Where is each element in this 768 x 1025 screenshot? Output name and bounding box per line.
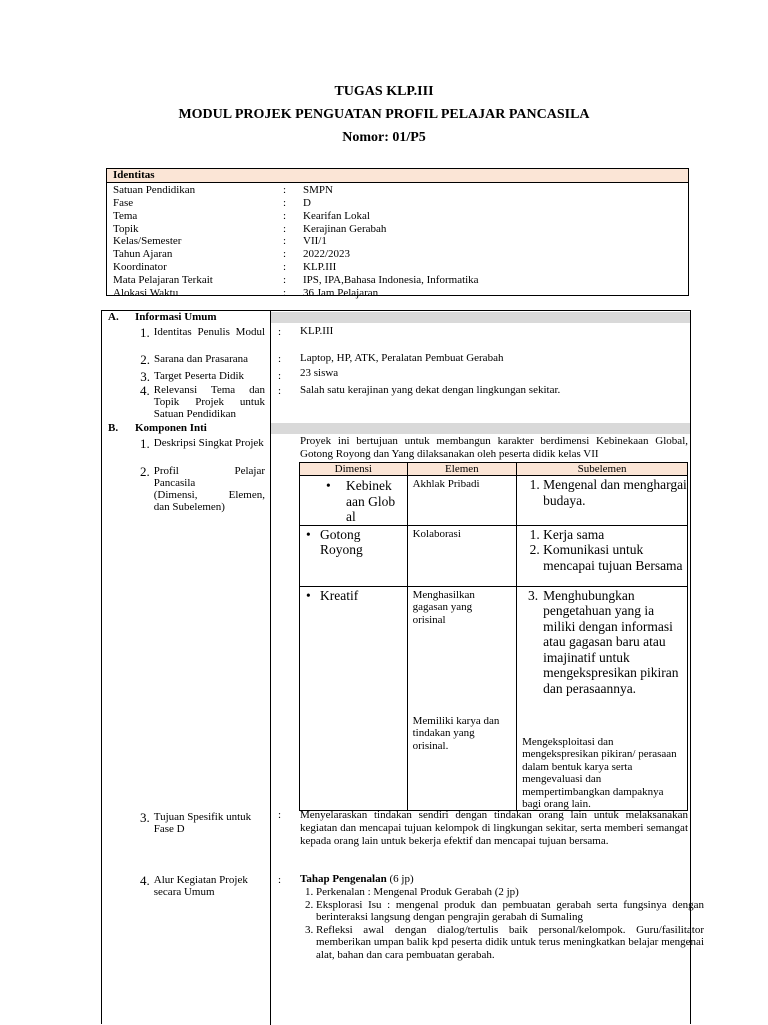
- identitas-row: [107, 287, 688, 300]
- identitas-row: [107, 274, 688, 287]
- bullet: •: [306, 587, 311, 603]
- subelemen-list-2: [517, 526, 687, 574]
- identitas-value: Kearifan Lokal: [303, 209, 370, 222]
- identitas-key: Tahun Ajaran: [113, 248, 173, 261]
- target-peserta-item: [135, 370, 265, 383]
- subelemen-mengeksploitasi: Mengeksploitasi dan mengekspresikan pikiran/ perasaan dalam bentuk karya serta mengevaluasi dan mempertimbangkan dampaknya bagi orang lain.: [522, 735, 677, 810]
- module-content-table: [101, 310, 704, 1024]
- identitas-value: SMPN: [303, 184, 333, 196]
- item-number: 4.: [140, 383, 150, 398]
- item-number: 4.: [140, 873, 150, 888]
- identitas-colon: :: [283, 273, 287, 286]
- column-divider: [270, 311, 271, 1025]
- dimensi-kreatif: Kreatif: [320, 587, 359, 603]
- identitas-value: IPS, IPA,Bahasa Indonesia, Informatika: [303, 273, 479, 286]
- profil-label-1: Profil Pelajar: [153, 465, 265, 477]
- subelemen-item: 2. Komunikasi untuk mencapai tujuan Bersama: [543, 542, 687, 573]
- item-label: Sarana dan Prasarana: [154, 353, 249, 365]
- elemen-karya: Memiliki karya dan tindakan yang orisinal.: [412, 714, 500, 752]
- item-number: 1.: [140, 436, 150, 451]
- profil-label-2: Pancasila: [153, 477, 196, 489]
- alur-step: 2. Eksplorasi Isu : mengenal produk dan pembuatan gerabah serta fungsinya dengan berinteraksi langsung dengan pengrajin gerabah di Sumaling: [316, 899, 704, 924]
- relevansi-item: [135, 384, 265, 420]
- table-row: [300, 525, 688, 586]
- item-label: Alur Kegiatan Projek secara Umum: [153, 874, 248, 898]
- item-label: Relevansi Tema dan Topik Projek untuk Satuan Pendidikan: [153, 384, 265, 420]
- tahap-pengenalan: [300, 873, 688, 886]
- section-a-shade: [271, 312, 690, 323]
- identitas-key: Fase: [113, 196, 134, 209]
- relevansi-value: Salah satu kerajinan yang dekat dengan lingkungan sekitar.: [300, 384, 561, 396]
- section-b-heading: Komponen Inti: [135, 422, 207, 434]
- profil-label-3: (Dimensi, Elemen,: [153, 489, 265, 501]
- identitas-row: [107, 223, 688, 236]
- identitas-penulis-value: KLP.III: [300, 325, 334, 337]
- identitas-row: [107, 235, 688, 248]
- subelemen-list-1: [517, 476, 687, 508]
- identitas-value: 2022/2023: [303, 248, 351, 261]
- item-label: Target Peserta Didik: [154, 370, 245, 382]
- profil-dimensi-table: [299, 462, 688, 811]
- identitas-value: VII/1: [303, 235, 327, 248]
- elemen-akhlak: Akhlak Pribadi: [412, 478, 480, 490]
- identitas-value: Kerajinan Gerabah: [303, 222, 387, 235]
- dimensi-kebinekaan: Kebinekaan Global: [346, 478, 396, 524]
- identitas-heading: Identitas: [107, 169, 688, 183]
- identitas-row: [107, 210, 688, 223]
- item-number: 3.: [140, 810, 150, 825]
- identitas-key: Koordinator: [113, 261, 167, 274]
- identitas-colon: :: [283, 286, 287, 299]
- profil-item: [135, 465, 265, 513]
- identitas-value: D: [303, 196, 311, 209]
- target-peserta-value: 23 siswa: [300, 367, 339, 379]
- identitas-key: Satuan Pendidikan: [113, 184, 196, 196]
- alur-steps-list: [300, 886, 704, 961]
- sarana-prasarana-item: [135, 353, 265, 366]
- tahap-duration: (6 jp): [386, 873, 414, 885]
- sarana-prasarana-value: Laptop, HP, ATK, Peralatan Pembuat Gerabah: [300, 352, 504, 364]
- deskripsi-value: Proyek ini bertujuan untuk membangun karakter berdimensi Kebinekaan Global, Gotong Royong dan Yang dilaksanakan oleh peserta didik kelas VII: [300, 435, 688, 460]
- subelemen-number: 3.: [527, 587, 539, 603]
- alur-step: 1. Perkenalan : Mengenal Produk Gerabah (2 jp): [316, 886, 704, 899]
- profil-label-4: dan Subelemen): [153, 501, 225, 513]
- bullet: •: [306, 526, 311, 542]
- dimensi-gotong-royong: Gotong Royong: [320, 526, 363, 557]
- section-b-letter: B.: [108, 422, 119, 434]
- identitas-key: Topik: [113, 222, 139, 235]
- subelemen-menghubungkan: Menghubungkan pengetahuan yang ia miliki dengan informasi atau gagasan baru atau imajinatif untuk mengekspresikan pikiran dan perasaannya.: [543, 587, 679, 696]
- item-label: Tujuan Spesifik untuk Fase D: [153, 811, 252, 835]
- alur-item: [135, 874, 265, 898]
- document-subtitle: MODUL PROJEK PENGUATAN PROFIL PELAJAR PANCASILA: [178, 107, 590, 122]
- elemen-kolaborasi: Kolaborasi: [412, 527, 461, 540]
- identitas-value: KLP.III: [303, 261, 337, 274]
- identitas-penulis-item: [135, 326, 265, 339]
- identitas-colon: :: [283, 248, 287, 261]
- item-colon: :: [278, 809, 282, 821]
- identitas-table: [106, 168, 689, 299]
- bullet: •: [326, 478, 331, 493]
- identitas-colon: :: [283, 222, 287, 235]
- identitas-row: [107, 184, 688, 197]
- identitas-colon: :: [283, 184, 287, 196]
- table-row: [300, 476, 688, 526]
- identitas-colon: :: [283, 209, 287, 222]
- dimensi-header: Dimensi: [300, 463, 408, 476]
- subelemen-item: 1. Mengenal dan menghargai budaya.: [543, 477, 687, 508]
- identitas-row: [107, 248, 688, 261]
- tujuan-item: [135, 811, 265, 835]
- section-a-heading: Informasi Umum: [135, 311, 217, 323]
- identitas-colon: :: [283, 235, 287, 248]
- item-number: 1.: [140, 325, 150, 340]
- alur-step: 3. Refleksi awal dengan dialog/tertulis baik personal/kelompok. Guru/fasilitator memberikan umpan balik kpd peserta didik untuk terus meningkatkan belajar mengenai alat, bahan dan cara pembuatan gerabah.: [316, 924, 704, 962]
- identitas-value: 36 Jam Pelajaran: [303, 286, 379, 299]
- subelemen-item: 1. Kerja sama: [543, 527, 687, 543]
- document-title: TUGAS KLP.III: [334, 84, 434, 99]
- section-b-shade: [271, 423, 690, 434]
- identitas-colon: :: [283, 261, 287, 274]
- tahap-label: Tahap Pengenalan: [300, 873, 387, 885]
- item-number: 3.: [140, 369, 150, 384]
- elemen-header: Elemen: [407, 463, 517, 476]
- identitas-key: Mata Pelajaran Terkait: [113, 273, 213, 286]
- identitas-row: [107, 261, 688, 274]
- subelemen-header: Subelemen: [517, 463, 688, 476]
- item-colon: :: [278, 370, 282, 382]
- identitas-key: Alokasi Waktu: [113, 286, 179, 299]
- item-colon: :: [278, 326, 282, 338]
- tujuan-value: Menyelaraskan tindakan sendiri dengan tindakan orang lain untuk melaksanakan kegiatan dan mencapai tujuan kelompok di lingkungan sekitar, serta memberi semangat kepada orang lain untuk bekerja efektif dan mencapai tujuan bersama.: [300, 809, 688, 847]
- item-colon: :: [278, 385, 282, 397]
- table-row: [300, 586, 688, 810]
- item-label: Deskripsi Singkat Projek: [153, 437, 264, 449]
- item-number: 2.: [140, 464, 150, 479]
- item-colon: :: [278, 874, 282, 886]
- item-label: Identitas Penulis Modul: [153, 326, 265, 338]
- section-a-letter: A.: [108, 311, 119, 323]
- identitas-row: [107, 197, 688, 210]
- identitas-colon: :: [283, 196, 287, 209]
- elemen-gagasan: Menghasilkan gagasan yang orisinal: [412, 588, 475, 626]
- item-colon: :: [278, 353, 282, 365]
- identitas-key: Kelas/Semester: [113, 235, 182, 248]
- document-number: Nomor: 01/P5: [342, 130, 426, 145]
- identitas-key: Tema: [113, 209, 138, 222]
- deskripsi-item: [135, 437, 265, 450]
- item-number: 2.: [140, 352, 150, 367]
